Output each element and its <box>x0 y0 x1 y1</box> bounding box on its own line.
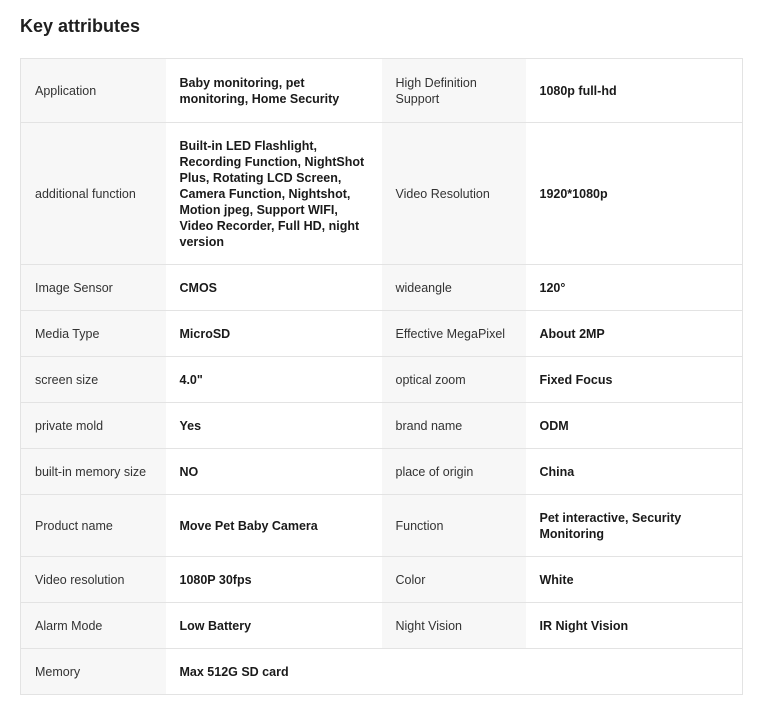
table-row <box>21 265 743 311</box>
attribute-name: Image Sensor <box>21 265 166 311</box>
attribute-value: ODM <box>526 403 743 449</box>
attribute-value: Low Battery <box>166 603 382 649</box>
attribute-value: Yes <box>166 403 382 449</box>
section-title: Key attributes <box>20 16 141 36</box>
attribute-name: Memory <box>21 649 166 695</box>
attribute-value: Built-in LED Flashlight, Recording Function, NightShot Plus, Rotating LCD Screen, Camera Function, Nightshot, Motion jpeg, Support WIFI, Video Recorder, Full HD, night version <box>166 123 382 265</box>
attribute-name: Video resolution <box>21 557 166 603</box>
table-row <box>21 495 743 557</box>
table-row <box>21 123 743 265</box>
attribute-name: Color <box>382 557 526 603</box>
table-row <box>21 311 743 357</box>
attribute-name: private mold <box>21 403 166 449</box>
attribute-value: Pet interactive, Security Monitoring <box>526 495 743 557</box>
attribute-value: 1080p full-hd <box>526 59 743 123</box>
attribute-value: CMOS <box>166 265 382 311</box>
attribute-name: Product name <box>21 495 166 557</box>
attribute-value: 1920*1080p <box>526 123 743 265</box>
attribute-name: High Definition Support <box>382 59 526 123</box>
attribute-name: Function <box>382 495 526 557</box>
table-row <box>21 649 743 695</box>
attribute-name: Video Resolution <box>382 123 526 265</box>
attribute-value: Fixed Focus <box>526 357 743 403</box>
attribute-name: optical zoom <box>382 357 526 403</box>
attribute-value: 4.0" <box>166 357 382 403</box>
attribute-value: IR Night Vision <box>526 603 743 649</box>
attribute-value: About 2MP <box>526 311 743 357</box>
empty-cell <box>382 649 526 695</box>
attribute-name: screen size <box>21 357 166 403</box>
attribute-value: Move Pet Baby Camera <box>166 495 382 557</box>
empty-cell <box>526 649 743 695</box>
attributes-table <box>20 58 743 695</box>
attribute-name: Application <box>21 59 166 123</box>
attribute-name: wideangle <box>382 265 526 311</box>
attribute-value: 1080P 30fps <box>166 557 382 603</box>
attribute-value: 120° <box>526 265 743 311</box>
table-row <box>21 59 743 123</box>
attribute-name: brand name <box>382 403 526 449</box>
attribute-value: Max 512G SD card <box>166 649 382 695</box>
table-row <box>21 357 743 403</box>
table-row <box>21 603 743 649</box>
attribute-name: additional function <box>21 123 166 265</box>
table-row <box>21 449 743 495</box>
table-row <box>21 557 743 603</box>
attribute-value: White <box>526 557 743 603</box>
attribute-value: Baby monitoring, pet monitoring, Home Security <box>166 59 382 123</box>
attribute-name: Alarm Mode <box>21 603 166 649</box>
attribute-value: China <box>526 449 743 495</box>
attribute-name: Night Vision <box>382 603 526 649</box>
attribute-name: built-in memory size <box>21 449 166 495</box>
table-row <box>21 403 743 449</box>
attribute-name: Media Type <box>21 311 166 357</box>
attribute-value: MicroSD <box>166 311 382 357</box>
attribute-name: place of origin <box>382 449 526 495</box>
attribute-name: Effective MegaPixel <box>382 311 526 357</box>
attribute-value: NO <box>166 449 382 495</box>
